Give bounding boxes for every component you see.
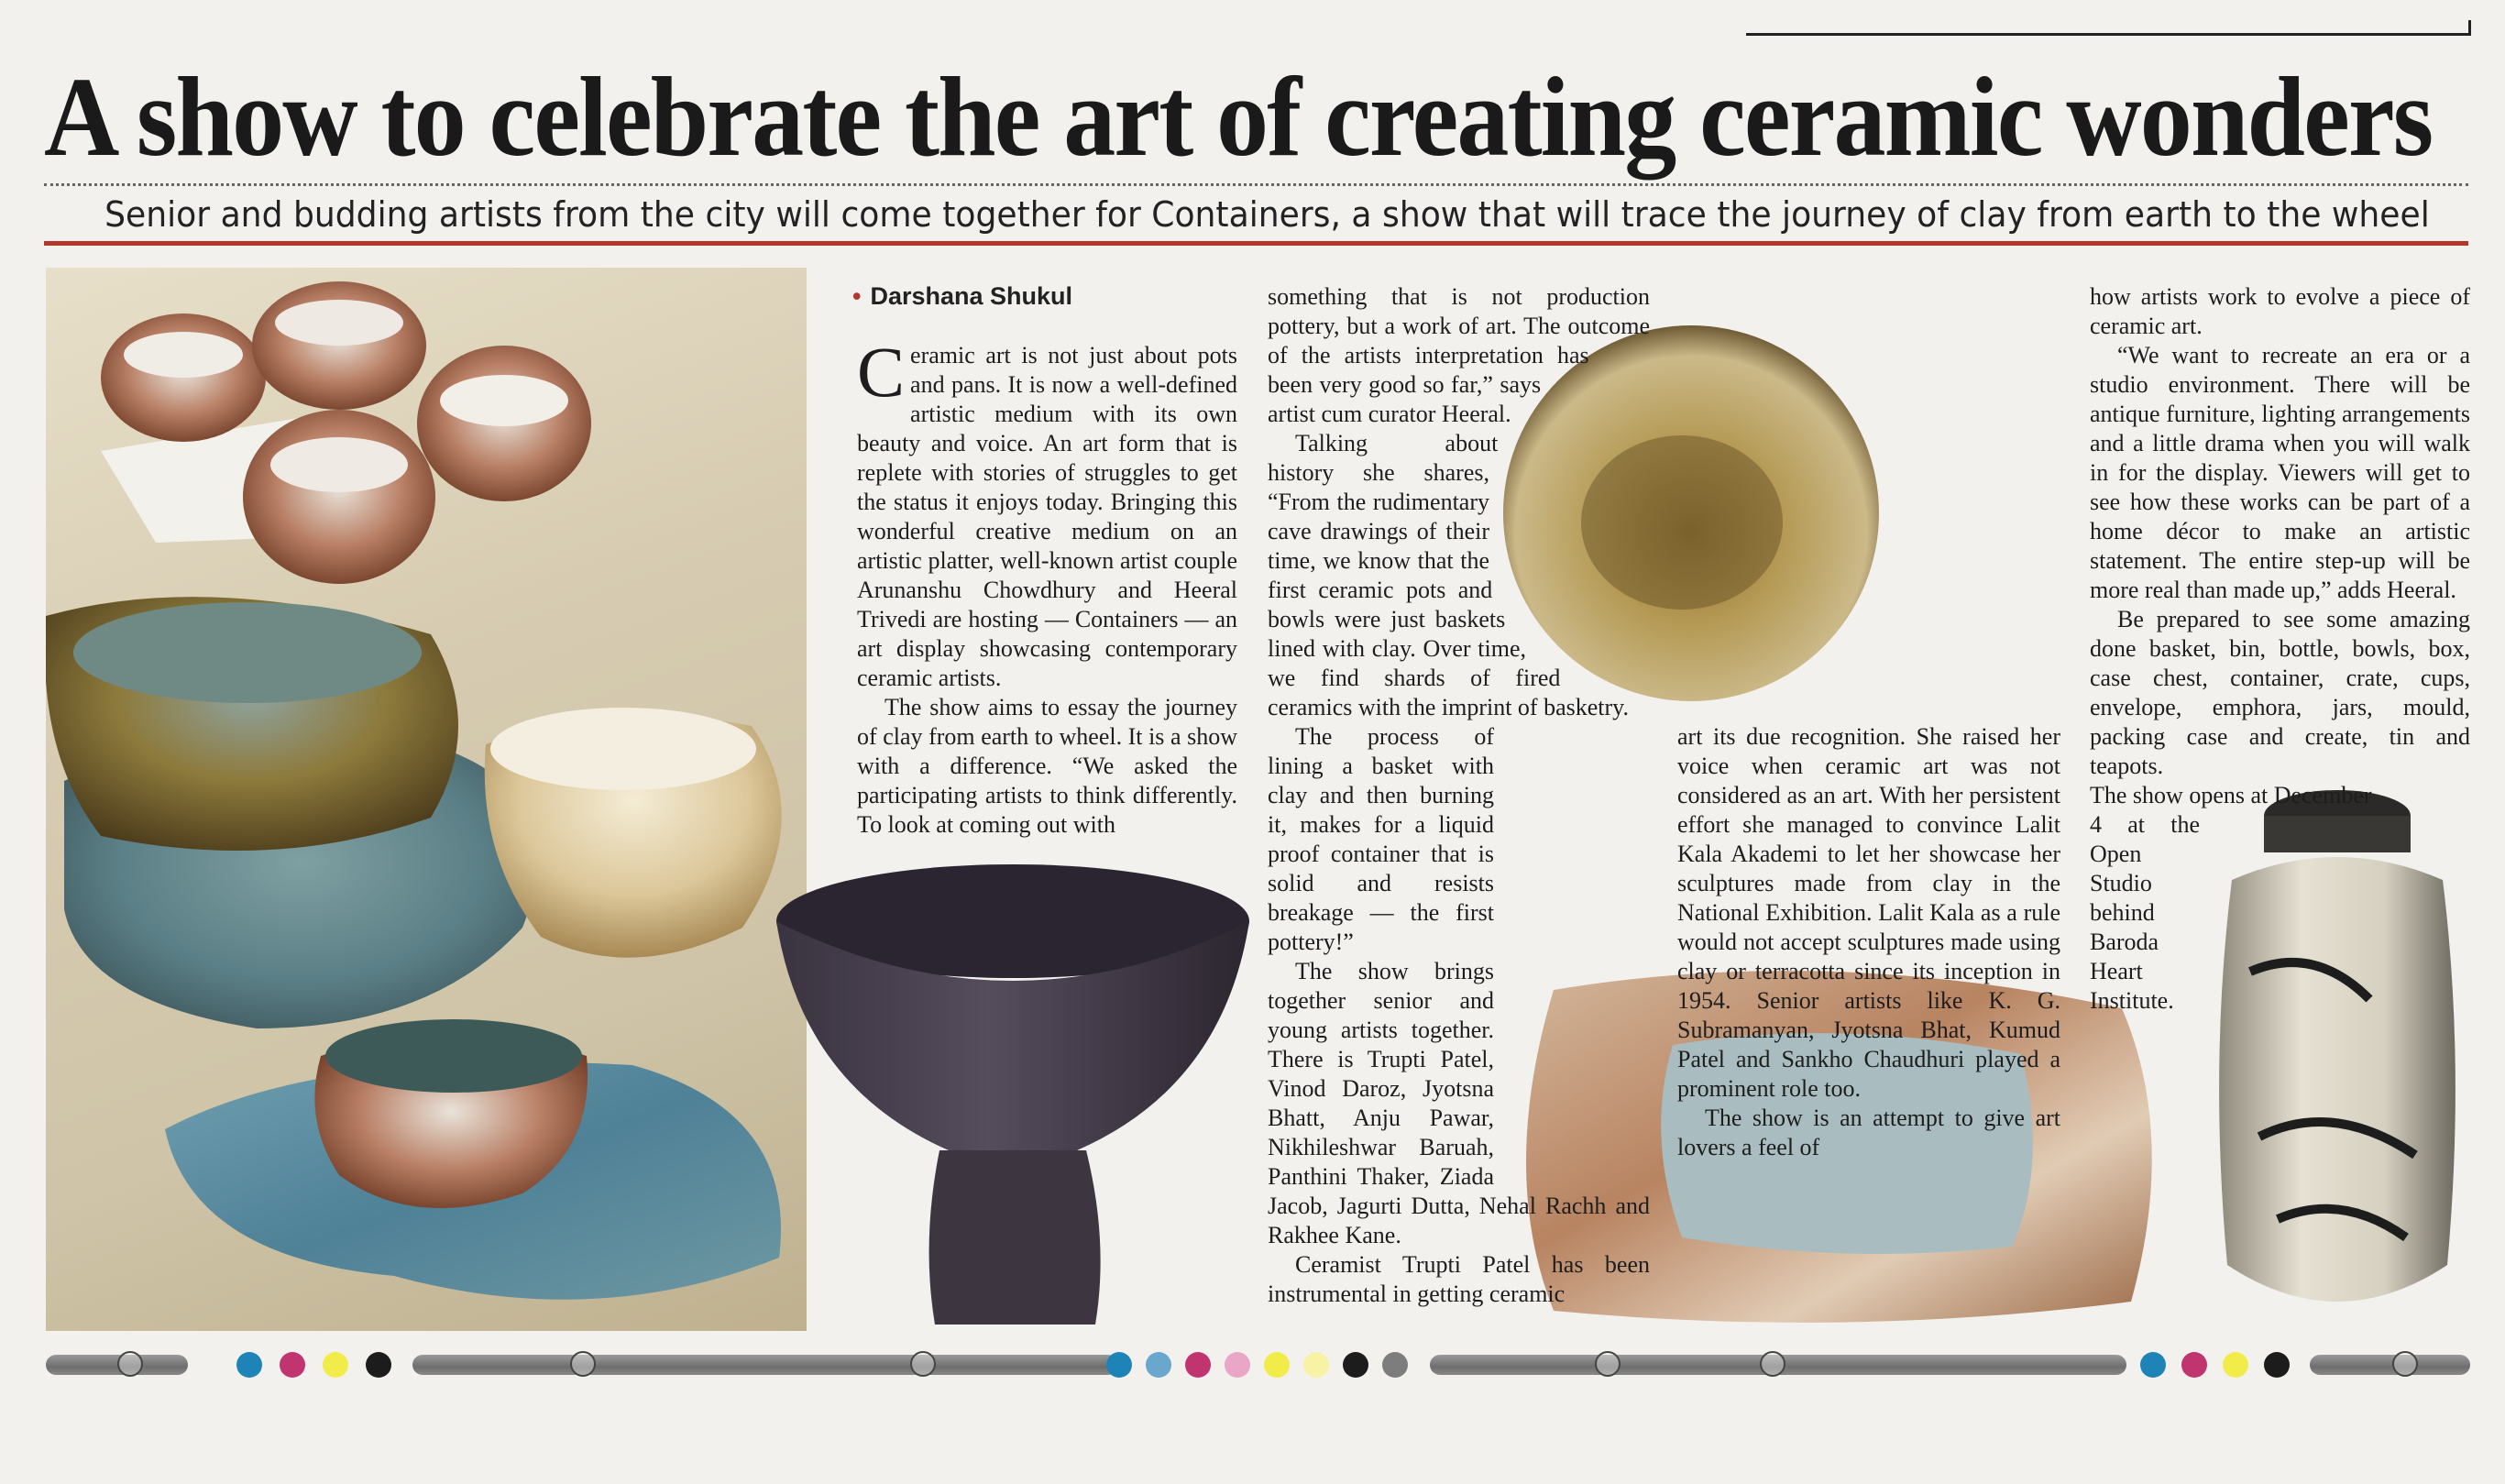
- cyan-dot: [2140, 1352, 2166, 1378]
- top-rule-tick: [2468, 20, 2471, 36]
- gray-bar-segment: [2310, 1355, 2470, 1375]
- drop-cap: C: [857, 332, 906, 412]
- registration-mark-icon: [1760, 1351, 1785, 1377]
- paragraph: The process of lining a basket with clay and then burning it, makes for a liquid proof container that is solid and resists breakage — the first pottery!”: [1268, 723, 1494, 955]
- yellow-dot: [323, 1352, 348, 1378]
- registration-mark-icon: [570, 1351, 596, 1377]
- paragraph: something that is not production pottery, but a work of art. The outcome of the artists interpretation has been very good so far,” says artist cum curator Heeral.: [1268, 283, 1650, 427]
- light-magenta-dot: [1225, 1352, 1250, 1378]
- dark-bowl-illustration: [765, 857, 1260, 1334]
- magenta-dot: [280, 1352, 305, 1378]
- accent-rule: [44, 241, 2468, 246]
- black-dot: [1343, 1352, 1368, 1378]
- cyan-dot: [236, 1352, 262, 1378]
- paragraph: Be prepared to see some amazing done basket, bin, bottle, bowls, box, case chest, container, crate, cups, envelope, emphora, jars, mould, packing case and create, tin and teapots.: [2090, 606, 2470, 779]
- paragraph: [857, 332, 1237, 693]
- top-rule: [1746, 33, 2470, 36]
- yellow-dot: [2223, 1352, 2248, 1378]
- subheadline: Senior and budding artists from the city will come together for Containers, a show that will trace the journey of clay from earth to the wheel: [104, 194, 2430, 235]
- light-cyan-dot: [1146, 1352, 1171, 1378]
- dark-bowl-photo: [765, 857, 1260, 1334]
- registration-mark-icon: [1595, 1351, 1621, 1377]
- article-column-1: [857, 332, 1237, 840]
- article-column-3: [1677, 282, 2060, 1162]
- paragraph-text: eramic art is not just about pots and pans. It is now a well-defined artistic medium with its own beauty and voice. An art form that is replete with stories of struggles to get the status it enjoys today. Bringing this wonderful creative medium on an artistic platter, well-known artist couple Arunanshu Chowdhury and Heeral Trivedi are hosting — Containers — an art display showcasing contemporary ceramic artists.: [857, 342, 1237, 691]
- paragraph: art its due recognition. She raised her voice when ceramic art was not considered as an art. With her persistent effort she managed to convince Lalit Kala Akademi to let her showcase her sculptures made from clay in the National Exhibition. Lalit Kala as a rule would not accept sculptures made using clay or terracotta since its inception in 1954. Senior artists like K. G. Subramanyan, Jyotsna Bhat, Kumud Patel and Sankho Chaudhuri played a prominent role too.: [1677, 723, 2060, 1102]
- ceramic-pots-illustration: [46, 268, 807, 1331]
- text-wrap-spacer: [1677, 282, 1861, 722]
- paragraph: The show brings together senior and young artists together. There is Trupti Patel, Vinod Daroz, Jyotsna Bhatt, Anju Pawar, Nikhileshwar Baruah, Panthini Thaker, Ziada Jacob, Jagurti Dutta, Nehal Rachh and Rakhee Kane.: [1268, 958, 1650, 1248]
- gray-dot: [1382, 1352, 1408, 1378]
- yellow-dot: [1264, 1352, 1290, 1378]
- article-column-2: [1268, 282, 1650, 1309]
- byline: [852, 282, 1072, 311]
- text-wrap-spacer: [1494, 722, 1650, 1171]
- magenta-dot: [2181, 1352, 2207, 1378]
- ceramics-photo-collage: [46, 268, 807, 1331]
- paragraph: The show is an attempt to give art lovers a feel of: [1677, 1105, 2060, 1160]
- paragraph: “We want to recreate an era or a studio environment. There will be antique furniture, lighting arrangements and a little drama when you will walk in for the display. Viewers will get to see how these works can be part of a home décor to make an artistic statement. The entire step-up will be more real than made up,” adds Heeral.: [2090, 342, 2470, 603]
- black-dot: [2264, 1352, 2290, 1378]
- cyan-dot: [1106, 1352, 1132, 1378]
- registration-mark-icon: [117, 1351, 143, 1377]
- paragraph: The show opens at December: [2090, 782, 2372, 808]
- paragraph: 4 at the Open Studio behind Baroda Heart Institute.: [2090, 811, 2200, 1014]
- light-yellow-dot: [1303, 1352, 1329, 1378]
- magenta-dot: [1185, 1352, 1211, 1378]
- paragraph: Ceramist Trupti Patel has been instrumental in getting ceramic: [1268, 1251, 1650, 1307]
- registration-mark-icon: [2392, 1351, 2418, 1377]
- byline-bullet: •: [852, 282, 862, 310]
- gray-bar-segment: [412, 1355, 1118, 1375]
- byline-author: Darshana Shukul: [870, 282, 1073, 310]
- paragraph: how artists work to evolve a piece of ceramic art.: [2090, 283, 2470, 339]
- dotted-divider: [44, 183, 2468, 186]
- headline: A show to celebrate the art of creating ceramic wonders: [44, 54, 2433, 180]
- registration-mark-icon: [910, 1351, 936, 1377]
- article-column-4: [2090, 282, 2470, 1016]
- paragraph: The show aims to essay the journey of clay from earth to wheel. It is a show with a difference. “We asked the participating artists to think differently. To look at coming out with: [857, 694, 1237, 838]
- print-registration-bar: [46, 1349, 2470, 1379]
- black-dot: [366, 1352, 391, 1378]
- paragraph: Talking about history she shares, “From the rudimentary cave drawings of their time, we know that the first ceramic pots and bowls were just baskets lined with clay. Over time, we find shards of fired ceramics with the imprint of basketry.: [1268, 430, 1629, 720]
